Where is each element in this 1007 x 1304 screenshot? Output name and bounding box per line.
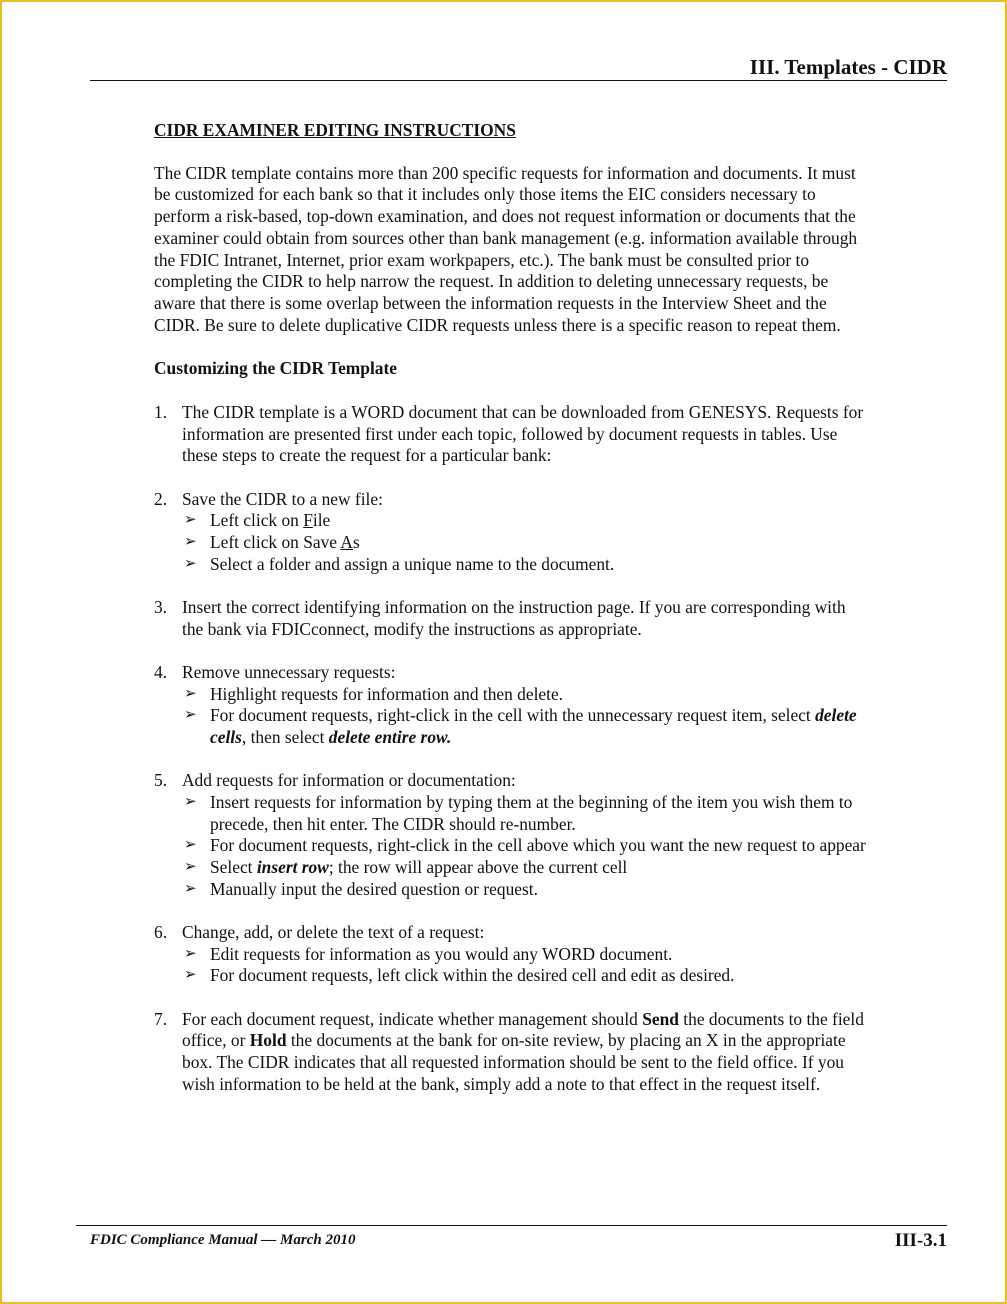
sub-item: [182, 835, 866, 857]
document-body: [154, 120, 866, 1117]
underlined-letter: A: [340, 532, 353, 553]
arrow-bullet-icon: ➢: [184, 880, 197, 897]
sub-list: [182, 944, 866, 987]
step-number: 3.: [154, 596, 168, 617]
section-header: III. Templates - CIDR: [749, 55, 947, 79]
sub-item: [182, 944, 866, 966]
list-item: [154, 662, 866, 749]
sub-list: [182, 510, 866, 575]
sub-item-text: Insert requests for information by typing them at the beginning of the item you wish them to precede, then hit enter. The CIDR should re-number.: [210, 791, 853, 834]
emphasized-command: delete cells: [210, 705, 857, 747]
steps-list: [154, 402, 866, 1095]
sub-item-text: Edit requests for information as you would any WORD document.: [210, 943, 673, 964]
arrow-bullet-icon: ➢: [184, 858, 197, 875]
sub-item: [182, 879, 866, 901]
sub-item-text: Manually input the desired question or request.: [210, 878, 538, 899]
bold-keyword-hold: Hold: [249, 1030, 287, 1051]
step-text: the documents at the bank for on-site review, by placing an X in the appropriate box. The CIDR indicates that all requested information should be sent to the field office. If you wish information to be held at the bank, simply add a note to that effect in the request itself.: [182, 1030, 846, 1094]
arrow-bullet-icon: ➢: [184, 945, 197, 962]
bold-keyword-send: Send: [642, 1008, 679, 1029]
sub-list: [182, 792, 866, 901]
sub-item: [182, 554, 866, 576]
footer-manual-title: FDIC Compliance Manual — March 2010: [90, 1232, 356, 1248]
sub-item-text: Left click on: [210, 510, 304, 531]
list-item: [154, 402, 866, 467]
step-number: 6.: [154, 921, 168, 942]
sub-list: [182, 684, 866, 749]
subheading: Customizing the CIDR Template: [154, 358, 397, 379]
sub-item-text: ile: [312, 510, 331, 531]
step-text: Remove unnecessary requests:: [182, 661, 396, 682]
arrow-bullet-icon: ➢: [184, 685, 197, 702]
page-title: CIDR EXAMINER EDITING INSTRUCTIONS: [154, 120, 516, 140]
arrow-bullet-icon: ➢: [184, 837, 197, 854]
list-item: [154, 1009, 866, 1096]
step-text: Add requests for information or documentation:: [182, 770, 516, 791]
emphasized-command: insert row: [256, 856, 329, 877]
step-number: 2.: [154, 488, 168, 509]
footer-rule: [76, 1225, 947, 1226]
emphasized-command: delete entire row.: [328, 726, 452, 747]
step-number: 5.: [154, 770, 168, 791]
arrow-bullet-icon: ➢: [184, 534, 197, 551]
step-text: Insert the correct identifying information on the instruction page. If you are corresponding with the bank via FDICconnect, modify the instructions as appropriate.: [182, 596, 846, 639]
sub-item: [182, 792, 866, 835]
arrow-bullet-icon: ➢: [184, 512, 197, 529]
step-text: the documents to the field office, or: [182, 1008, 864, 1051]
sub-item: [182, 705, 866, 748]
sub-item: [182, 857, 866, 879]
step-text: For each document request, indicate whether management should: [182, 1008, 643, 1029]
sub-item-text: For document requests, right-click in the cell above which you want the new request to appear: [210, 835, 866, 856]
sub-item-text: , then select: [241, 726, 329, 747]
list-item: [154, 922, 866, 987]
step-text: The CIDR template is a WORD document that can be downloaded from GENESYS. Requests for information are presented first under each topic, followed by document requests in tables. Use these steps to create the request for a particular bank:: [182, 402, 864, 466]
sub-item: [182, 965, 866, 987]
sub-item-text: Select: [210, 856, 257, 877]
underlined-letter: F: [303, 510, 313, 531]
step-number: 1.: [154, 402, 168, 423]
list-item: [154, 489, 866, 576]
sub-item: [182, 684, 866, 706]
list-item: [154, 770, 866, 900]
header-rule: [90, 80, 947, 81]
sub-item: [182, 532, 866, 554]
arrow-bullet-icon: ➢: [184, 793, 197, 810]
arrow-bullet-icon: ➢: [184, 555, 197, 572]
page-number: III-3.1: [894, 1230, 947, 1251]
sub-item-text: Highlight requests for information and then delete.: [210, 683, 564, 704]
sub-item-text: Select a folder and assign a unique name to the document.: [210, 553, 615, 574]
sub-item-text: Left click on Save: [210, 532, 341, 553]
step-text: Save the CIDR to a new file:: [182, 488, 383, 509]
sub-item-text: For document requests, right-click in the cell with the unnecessary request item, select: [210, 705, 816, 726]
arrow-bullet-icon: ➢: [184, 967, 197, 984]
list-item: [154, 597, 866, 640]
sub-item-text: ; the row will appear above the current cell: [328, 856, 628, 877]
arrow-bullet-icon: ➢: [184, 707, 197, 724]
step-text: Change, add, or delete the text of a request:: [182, 921, 485, 942]
step-number: 4.: [154, 661, 168, 682]
sub-item-text: s: [352, 532, 360, 553]
sub-item: [182, 510, 866, 532]
intro-paragraph: The CIDR template contains more than 200 specific requests for information and documents. It must be customized for each bank so that it includes only those items the EIC considers necessary to perform a risk-based, top-down examination, and does not request information or documents that the examiner could obtain from sources other than bank management (e.g. information available through the FDIC Intranet, Internet, prior exam workpapers, etc.). The bank must be consulted prior to completing the CIDR to help narrow the request. In addition to deleting unnecessary requests, be aware that there is some overlap between the information requests in the Interview Sheet and the CIDR. Be sure to delete duplicative CIDR requests unless there is a specific reason to repeat them.: [154, 162, 858, 335]
sub-item-text: For document requests, left click within the desired cell and edit as desired.: [210, 965, 735, 986]
step-number: 7.: [154, 1008, 168, 1029]
